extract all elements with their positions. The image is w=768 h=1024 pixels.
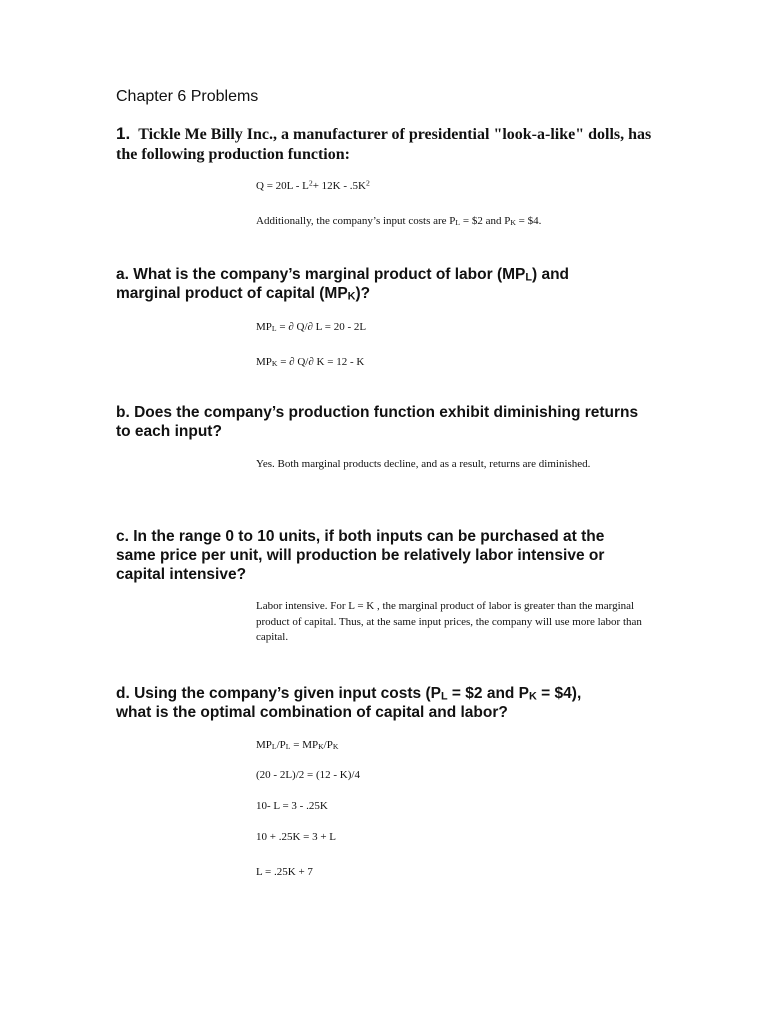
question-1 <box>116 124 676 165</box>
question-c: c. In the range 0 to 10 units, if both inputs can be purchased at the same price per unit, will production be relatively labor intensive or capital intensive? <box>116 528 605 583</box>
answer-b: Yes. Both marginal products decline, and as a result, returns are diminished. <box>256 458 591 470</box>
question-b: b. Does the company’s production function exhibit diminishing returns to each input? <box>116 404 639 440</box>
question-1-number: 1. <box>116 124 131 143</box>
answer-a-mpk: $MP_K$ = ∂ Q/∂ K = 12 - K <box>256 356 365 369</box>
answer-d-step-2: (20 - 2L)/2 = (12 - K)/4 <box>256 769 360 781</box>
answer-c: Labor intensive. For L = K , the marginal product of labor is greater than the marginal product of capital. Thus, at the same input prices, the company will use more labor than capital. <box>256 600 642 643</box>
page-title: Chapter 6 Problems <box>116 88 259 105</box>
answer-d-step-4: 10 + .25K = 3 + L <box>256 831 337 843</box>
answer-d-step-1: $MP_L/P_L = MP_K/P_K$ <box>256 739 339 752</box>
answer-a-mpl: $MP_L$ = ∂ Q/∂ L = 20 - 2L <box>256 321 367 334</box>
question-1-text: Tickle Me Billy Inc., a manufacturer of presidential "look-a-like" dolls, has the following production function: <box>116 126 652 163</box>
answer-d-step-3: 10- L = 3 - .25K <box>256 800 328 812</box>
question-a: a. What is the company’s marginal product of labor $(MP_L)$ and marginal product of capital $(MP_K)$? <box>116 266 570 303</box>
answer-d-step-5: L = .25K + 7 <box>256 866 313 878</box>
production-function-equation: $Q = 20L - L^2+ 12K - .5K^2$ <box>256 178 370 192</box>
question-d: d. Using the company’s given input costs ($P_L$ = $2 and $P_K$ = $4), what is the optimal combination of capital and labor? <box>116 685 582 721</box>
input-costs-text: Additionally, the company’s input costs are $P_L$ = $2 and $P_K$ = $4. <box>256 215 542 228</box>
